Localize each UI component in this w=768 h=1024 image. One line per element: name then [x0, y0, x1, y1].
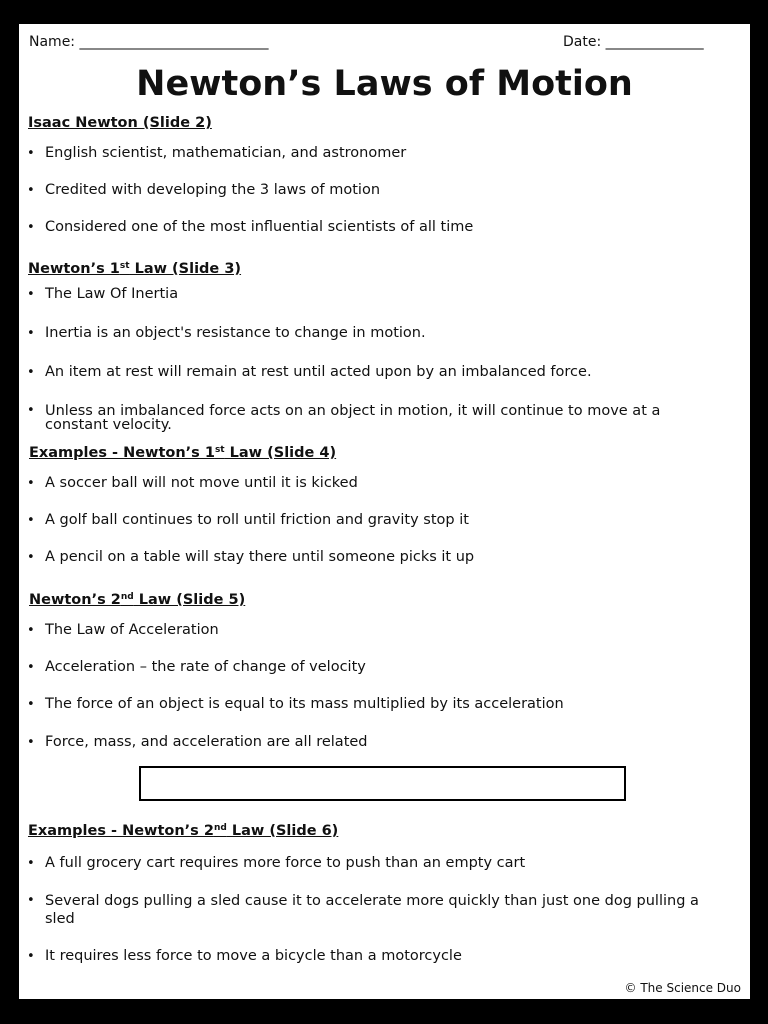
section-heading-examples-first-law: Examples - Newton’s 1st Law (Slide 4): [29, 445, 337, 461]
section-heading-isaac-newton: Isaac Newton (Slide 2): [28, 115, 212, 131]
list-item: • A golf ball continues to roll until friction and gravity stop it: [27, 512, 469, 528]
bullet-icon: •: [27, 735, 35, 750]
list-item: • English scientist, mathematician, and astronomer: [27, 145, 407, 161]
list-item: • An item at rest will remain at rest until acted upon by an imbalanced force.: [27, 364, 592, 380]
list-item: • Several dogs pulling a sled cause it to accelerate more quickly than just one dog pulling a sled: [27, 893, 699, 927]
list-item: • Acceleration – the rate of change of velocity: [27, 659, 366, 675]
section-heading-examples-second-law: Examples - Newton’s 2nd Law (Slide 6): [28, 823, 339, 839]
bullet-icon: •: [27, 403, 35, 418]
bullet-icon: •: [27, 146, 35, 161]
list-item: • Force, mass, and acceleration are all related: [27, 734, 368, 750]
section-heading-newtons-first-law: Newton’s 1st Law (Slide 3): [28, 261, 242, 277]
bullet-icon: •: [27, 893, 35, 908]
section-heading-newtons-second-law: Newton’s 2nd Law (Slide 5): [29, 592, 246, 608]
list-item: • The force of an object is equal to its mass multiplied by its acceleration: [27, 696, 564, 712]
list-item: • It requires less force to move a bicycle than a motorcycle: [27, 948, 462, 964]
bullet-icon: •: [27, 476, 35, 491]
bullet-icon: •: [27, 220, 35, 235]
bullet-icon: •: [27, 856, 35, 871]
list-item: • Inertia is an object's resistance to change in motion.: [27, 325, 426, 341]
answer-box[interactable]: [139, 766, 626, 801]
bullet-icon: •: [27, 550, 35, 565]
bullet-icon: •: [27, 365, 35, 380]
bullet-icon: •: [27, 183, 35, 198]
list-item: • Credited with developing the 3 laws of motion: [27, 182, 381, 198]
copyright-credit: © The Science Duo: [624, 981, 741, 995]
list-item: • A pencil on a table will stay there until someone picks it up: [27, 549, 475, 565]
list-item: • The Law of Acceleration: [27, 622, 219, 638]
worksheet-page: [19, 24, 750, 999]
bullet-icon: •: [27, 326, 35, 341]
bullet-icon: •: [27, 660, 35, 675]
bullet-icon: •: [27, 949, 35, 964]
list-item: • Unless an imbalanced force acts on an object in motion, it will continue to move at a constant velocity.: [27, 403, 661, 433]
list-item: • A full grocery cart requires more force to push than an empty cart: [27, 855, 526, 871]
date-field[interactable]: Date: ______________: [563, 34, 704, 50]
name-field[interactable]: Name: ___________________________: [29, 34, 269, 50]
list-item: • Considered one of the most influential scientists of all time: [27, 219, 474, 235]
bullet-icon: •: [27, 287, 35, 302]
bullet-icon: •: [27, 697, 35, 712]
bullet-icon: •: [27, 623, 35, 638]
list-item: • The Law Of Inertia: [27, 286, 179, 302]
list-item: • A soccer ball will not move until it is kicked: [27, 475, 358, 491]
page-title: Newton’s Laws of Motion: [136, 64, 633, 104]
bullet-icon: •: [27, 513, 35, 528]
